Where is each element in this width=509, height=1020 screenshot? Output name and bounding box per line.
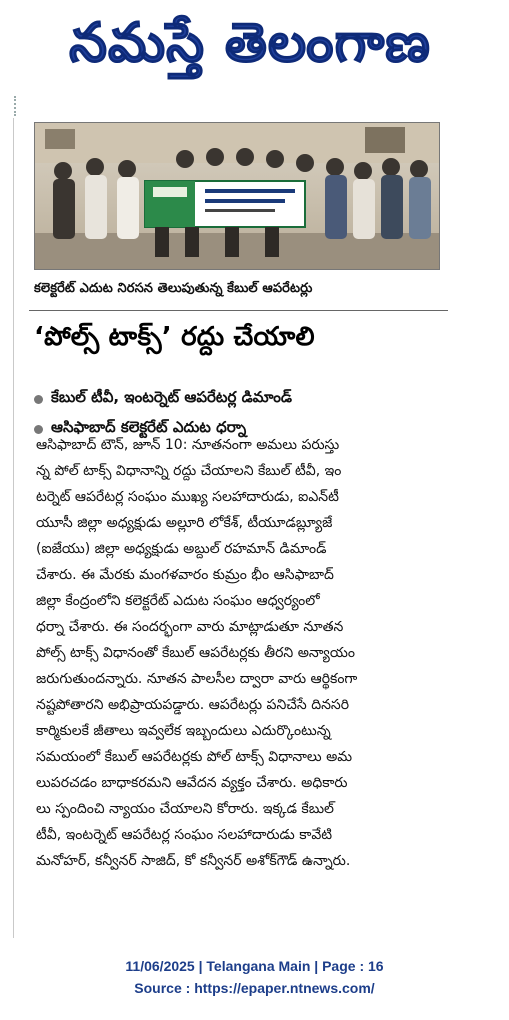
subhead-text: కేబుల్ టీవీ, ఇంటర్నెట్ ఆపరేటర్ల డిమాండ్ [51,388,292,406]
newspaper-masthead: నమస్తే తెలంగాణ [69,10,431,74]
body-line: మనోహర్, కన్వీనర్ సాజిద్, కో కన్వీనర్ అశోక్‌గౌడ్ ఉన్నారు. [36,853,351,869]
body-line: టీవీ, ఇంటర్నెట్ ఆపరేటర్ల సంఘం సలహాదారుడు కావేటి [36,827,333,843]
article-headline: ‘పోల్స్ టాక్స్’ రద్దు చేయాలి [34,322,315,352]
subhead-text: ఆసిఫాబాద్ కలెక్టరేట్ ఎదుట ధర్నా [51,418,247,436]
left-column-rule [13,118,14,938]
source-link[interactable]: Source : https://epaper.ntnews.com/ [134,980,375,996]
subhead-1 [34,388,292,410]
body-line: కార్మికులకే జీతాలు ఇవ్వలేక ఇబ్బందులు ఎదుర్కొంటున్న [36,723,331,739]
caption-divider [29,310,448,311]
photo-caption: కలెక్టరేట్ ఎదుట నిరసన తెలుపుతున్న కేబుల్ ఆపరేటర్లు [34,281,313,296]
news-photo [34,122,440,270]
body-line: టర్నెట్ ఆపరేటర్ల సంఘం ముఖ్య సలహాదారుడు, ఐఎన్‌టీ [36,489,339,505]
article-body [36,432,442,874]
body-line: ధర్నా చేశారు. ఈ సందర్భంగా వారు మాట్లాడుతూ నూతన [36,619,344,635]
bullet-icon [34,395,43,404]
body-line: చేశారు. ఈ మేరకు మంగళవారం కుమ్రం భీం ఆసిఫాబాద్ [36,567,334,583]
body-line: లు స్పందించి న్యాయం చేయాలని కోరారు. ఇక్కడ కేబుల్ [36,801,334,817]
body-line: (ఐజేయు) జిల్లా అధ్యక్షుడు అబ్దుల్ రహమాన్ డిమాండ్ [36,541,327,557]
body-line: సమయంలో కేబుల్ ఆపరేటర్లకు పోల్ టాక్స్ విధానాలు అమ [36,749,353,765]
body-line: యూసీ జిల్లా అధ్యక్షుడు అల్లూరి లోకేశ్, టీయూడబ్ల్యూజే [36,515,333,531]
body-line: ఆసిఫాబాద్ టౌన్, జూన్ 10: నూతనంగా అమలు పరుస్తు [36,437,340,453]
edition-info: 11/06/2025 | Telangana Main | Page : 16 [125,958,384,974]
body-line: జరుగుతుందన్నారు. నూతన పాలసీల ద్వారా వారు ఆర్థికంగా [36,671,358,687]
margin-dots [14,96,19,116]
body-line: లుపరచడం బాధాకరమని ఆవేదన వ్యక్తం చేశారు. అధికారు [36,775,348,791]
body-line: న్న పోల్ టాక్స్ విధానాన్ని రద్దు చేయాలని కేబుల్ టీవీ, ఇం [36,463,342,479]
body-line: జిల్లా కేంద్రంలోని కలెక్టరేట్ ఎదుట సంఘం ఆధ్వర్యంలో [36,593,320,609]
body-line: నష్టపోతారని అభిప్రాయపడ్డారు. ఆపరేటర్లు పనిచేసే దినసరి [36,697,350,713]
body-line: పోల్స్ టాక్స్ విధానంతో కేబుల్ ఆపరేటర్లకు తీరని అన్యాయం [36,645,355,661]
